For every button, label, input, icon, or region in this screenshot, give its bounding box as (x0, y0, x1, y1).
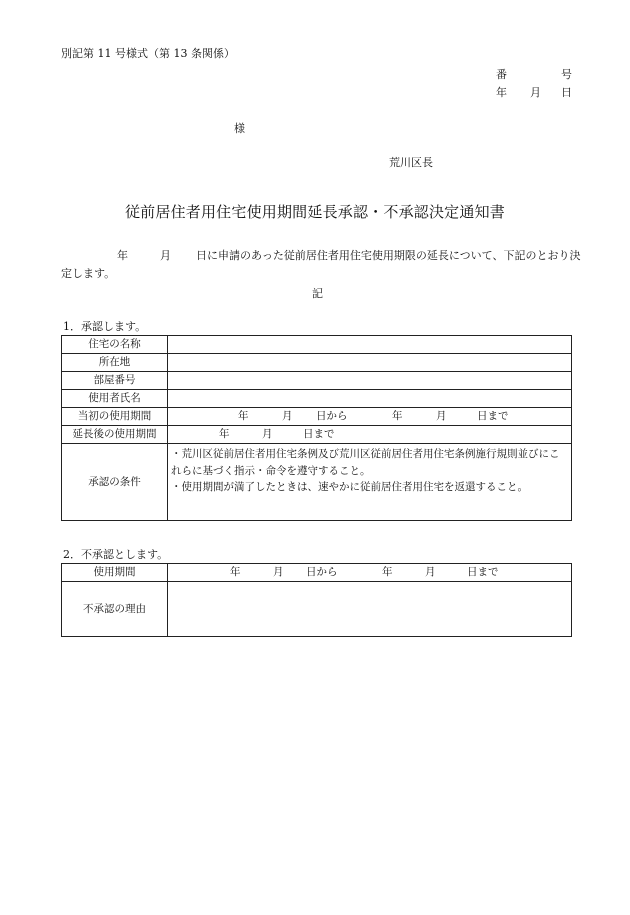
table-row (62, 408, 572, 426)
rejection-reason-field[interactable] (168, 582, 572, 637)
number-label: 番 (496, 68, 507, 81)
rejection-from-month: 月 (273, 566, 284, 578)
house-name-label: 住宅の名称 (62, 336, 168, 354)
body-year: 年 (117, 249, 128, 262)
date-month: 月 (530, 86, 541, 99)
initial-to-month: 月 (436, 410, 447, 422)
form-id: 別記第 11 号様式（第 13 条関係） (61, 47, 235, 60)
condition-item-2: ・使用期間が満了したときは、速やかに従前居住者用住宅を返還すること。 (171, 481, 528, 493)
user-name-label: 使用者氏名 (62, 390, 168, 408)
table-row (62, 390, 572, 408)
ki-label: 記 (312, 287, 323, 300)
user-name-field[interactable] (168, 390, 572, 408)
conditions-label: 承認の条件 (62, 444, 168, 521)
rejection-table (61, 563, 572, 637)
initial-from-day: 日から (316, 410, 348, 422)
rejection-from-year: 年 (230, 566, 241, 578)
condition-item-1: ・荒川区従前居住者用住宅条例及び荒川区従前居住者用住宅条例施行規則並びにこれらに基づく指示・命令を遵守すること。 (171, 448, 560, 477)
body-text-line2: 定します。 (61, 267, 116, 280)
table-row (62, 336, 572, 354)
rejection-to-year: 年 (382, 566, 393, 578)
extended-day: 日まで (303, 428, 335, 440)
rejection-to-day: 日まで (467, 566, 499, 578)
addressee-suffix: 様 (234, 122, 245, 135)
rejection-from-day: 日から (306, 566, 338, 578)
location-field[interactable] (168, 354, 572, 372)
initial-period-field[interactable] (168, 408, 572, 426)
initial-period-label: 当初の使用期間 (62, 408, 168, 426)
location-label: 所在地 (62, 354, 168, 372)
extended-period-field[interactable] (168, 426, 572, 444)
rejection-to-month: 月 (425, 566, 436, 578)
approval-heading: 1．承認します。 (63, 320, 147, 333)
table-row (62, 426, 572, 444)
table-row (62, 444, 572, 521)
room-number-field[interactable] (168, 372, 572, 390)
table-row (62, 582, 572, 637)
initial-to-year: 年 (392, 410, 403, 422)
rejection-reason-label: 不承認の理由 (62, 582, 168, 637)
body-text-line1: 日に申請のあった従前居住者用住宅使用期限の延長について、下記のとおり決 (196, 249, 581, 262)
table-row (62, 372, 572, 390)
approval-table (61, 335, 572, 521)
rejection-heading: 2．不承認とします。 (63, 548, 169, 561)
initial-to-day: 日まで (477, 410, 509, 422)
rejection-period-field[interactable] (168, 564, 572, 582)
number-suffix: 号 (561, 68, 572, 81)
initial-from-year: 年 (238, 410, 249, 422)
extended-year: 年 (219, 428, 230, 440)
house-name-field[interactable] (168, 336, 572, 354)
document-title: 従前居住者用住宅使用期間延長承認・不承認決定通知書 (124, 203, 505, 221)
extended-period-label: 延長後の使用期間 (62, 426, 168, 444)
initial-from-month: 月 (282, 410, 293, 422)
rejection-period-label: 使用期間 (62, 564, 168, 582)
table-row (62, 564, 572, 582)
room-number-label: 部屋番号 (62, 372, 168, 390)
table-row (62, 354, 572, 372)
body-month: 月 (160, 249, 171, 262)
date-year: 年 (496, 86, 507, 99)
date-day: 日 (561, 86, 572, 99)
extended-month: 月 (262, 428, 273, 440)
issuer: 荒川区長 (389, 156, 433, 169)
conditions-field (168, 444, 572, 521)
